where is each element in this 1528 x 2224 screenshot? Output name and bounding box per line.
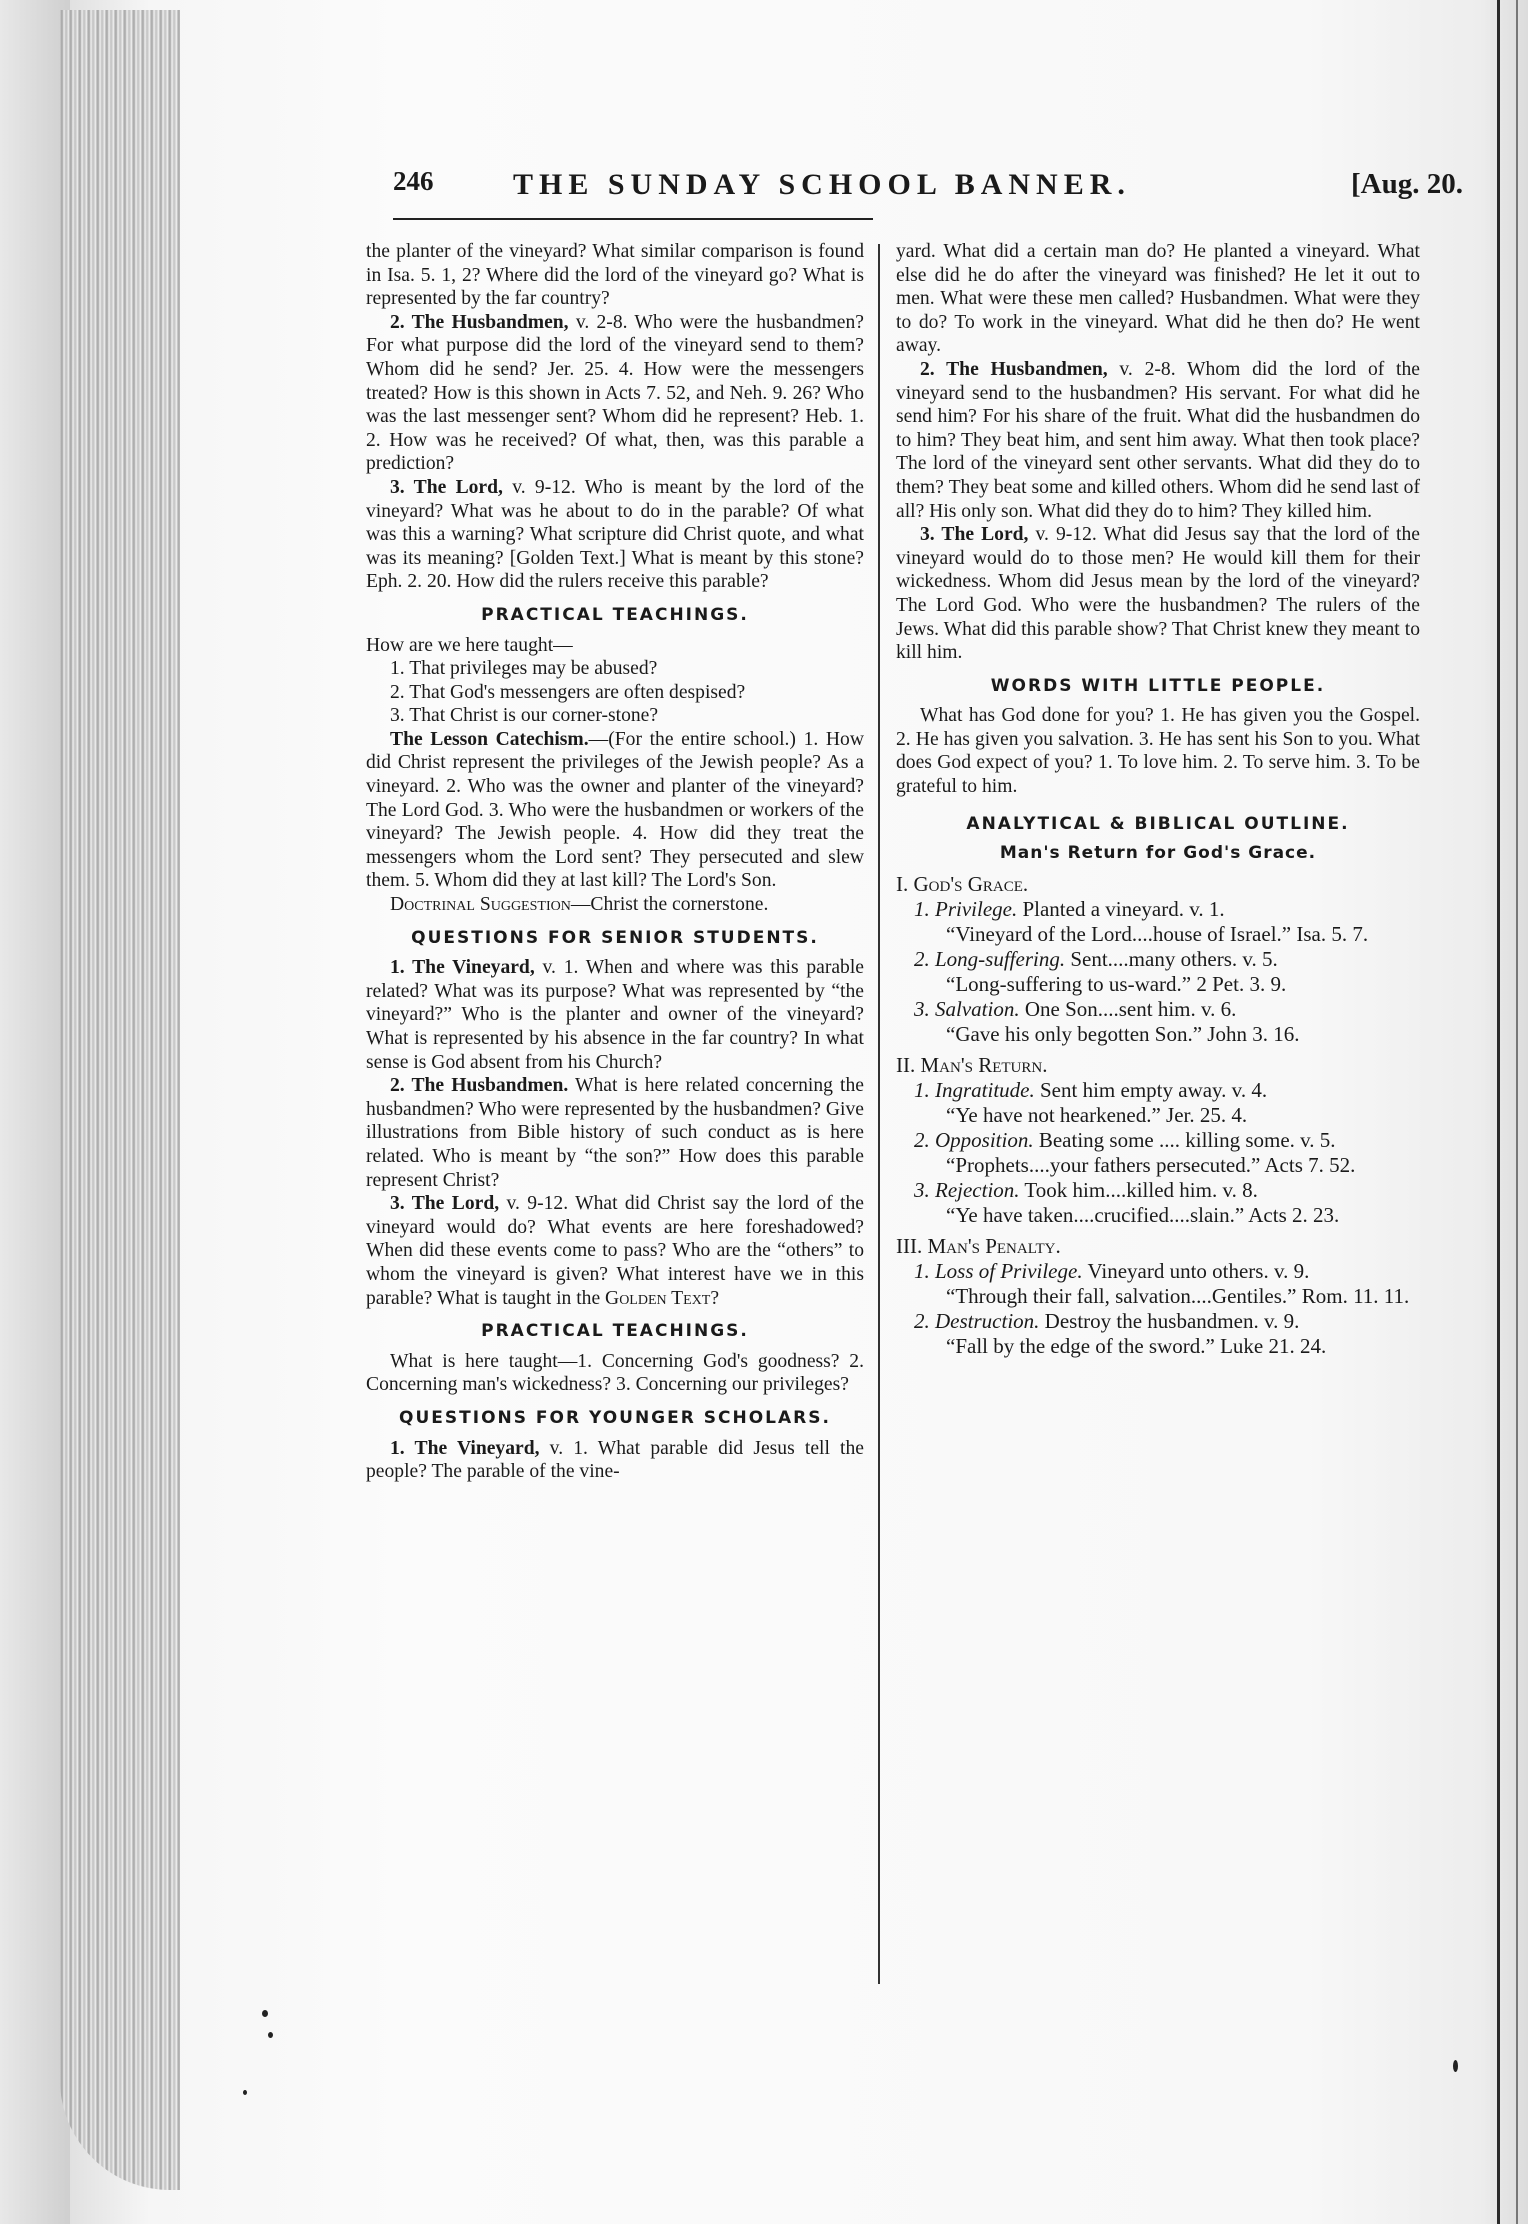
running-title: THE SUNDAY SCHOOL BANNER.	[513, 168, 1131, 201]
outline-II-title: II. Man's Return.	[896, 1052, 1048, 1077]
younger-heading: QUESTIONS FOR YOUNGER SCHOLARS.	[399, 1407, 831, 1428]
issue-date: [Aug. 20.	[1351, 168, 1463, 200]
left-q2-body: v. 2-8. Who were the husbandmen? For what purpose did the lord of the vineyard send to them? Whom did he send? Jer. 25. 4. How were the messengers treated? How is this shown in Acts 7. 52, and Neh. 9. 26? Who was the last messenger sent? Whom did he represent? Heb. 1. 2. How was he received? Of what, then, was this parable a prediction?	[366, 311, 864, 475]
younger-q1-body: v. 1. What parable did Jesus tell the people? The parable of the vine-	[366, 1437, 864, 1483]
outline-II-1	[896, 1078, 1420, 1103]
practical-heading: PRACTICAL TEACHINGS.	[481, 604, 749, 625]
right-q3	[896, 523, 1420, 665]
left-q3-body: v. 9-12. Who is meant by the lord of the vineyard? What was he about to do in the parable? Of what was this a warning? What scripture did Christ quote, and what was its meaning? [Golden Text.] What is meant by this stone? Eph. 2. 20. How did the rulers receive this parable?	[366, 476, 864, 593]
outline	[896, 872, 1420, 1359]
outline-I-title: I. God's Grace.	[896, 871, 1029, 896]
outline-II-3-label: 3. Rejection.	[914, 1177, 1020, 1202]
right-q2-body: v. 2-8. Whom did the lord of the vineyard send to the husbandmen? His servant. For what did he send him? For his share of the fruit. What did the husbandmen do to him? They beat him, and sent him away. What then took place? The lord of the vineyard sent other servants. What did they do to them? They beat some and killed others. Whom did he send last of all? His only son. What did they do to him? They killed him.	[896, 358, 1420, 522]
outline-I-2-label: 2. Long-suffering.	[914, 946, 1066, 971]
senior-q2-body: What is here related concerning the husbandmen? Who were represented by the husbandmen? Give illustrations from Bible history of such conduct as is here related. Who is meant by “the son?” How does this parable represent Christ?	[366, 1075, 864, 1191]
outline-I-2-quote: “Long-suffering to us-ward.” 2 Pet. 3. 9.	[946, 971, 1287, 996]
outline-III-1	[896, 1259, 1420, 1284]
outline-I-1-quote: “Vineyard of the Lord....house of Israel.” Isa. 5. 7.	[946, 921, 1369, 946]
senior-q1-body: v. 1. When and where was this parable related? What was its purpose? What was represented by “the vineyard?” Who is the planter and owner of the vineyard? What is represented by his absence in the far country? In what sense is God absent from his Church?	[366, 957, 864, 1073]
right-q3-head: 3. The Lord,	[920, 524, 1029, 546]
left-q2-head: 2. The Husbandmen,	[390, 311, 569, 333]
outline-II-3	[896, 1178, 1420, 1203]
outline-I-2-text: Sent....many others. v. 5.	[1065, 946, 1278, 971]
outline-III-title: III. Man's Penalty.	[896, 1233, 1061, 1258]
outline-III-2-text: Destroy the husbandmen. v. 9.	[1039, 1308, 1300, 1333]
outline-heading: ANALYTICAL & BIBLICAL OUTLINE.	[966, 813, 1350, 834]
outline-I-1-label: 1. Privilege.	[914, 896, 1018, 921]
left-column	[366, 240, 864, 1484]
outline-III-2-label: 2. Destruction.	[914, 1308, 1040, 1333]
outline-I-3-quote: “Gave his only begotten Son.” John 3. 16.	[946, 1021, 1300, 1046]
younger-q1-head: 1. The Vineyard,	[390, 1437, 540, 1459]
page-edges	[60, 10, 180, 2190]
outline-III-1-label: 1. Loss of Privilege.	[914, 1258, 1083, 1283]
right-edge-line	[1497, 0, 1500, 2224]
page-header	[393, 160, 1463, 220]
right-intro: yard. What did a certain man do? He planted a vineyard. What else did he do after the vineyard was finished? He let it out to men. What were these men called? Husbandmen. What were they to do? To work in the vineyard. What did he then do? He went away.	[896, 241, 1420, 357]
right-q3-body: v. 9-12. What did Jesus say that the lord of the vineyard would do to those men? He would kill them for their wickedness. Whom did Jesus mean by the lord of the vineyard? The Lord God. Who were the husbandmen? The rulers of the Jews. What did this parable show? That Christ knew they meant to kill him.	[896, 524, 1420, 664]
senior-heading: QUESTIONS FOR SENIOR STUDENTS.	[411, 927, 819, 948]
outline-II-2	[896, 1128, 1420, 1153]
left-q3-head: 3. The Lord,	[390, 476, 503, 498]
outline-I-3-text: One Son....sent him. v. 6.	[1019, 996, 1237, 1021]
practical-intro: How are we here taught—	[366, 634, 573, 656]
outline-II-2-quote: “Prophets....your fathers persecuted.” Acts 7. 52.	[946, 1152, 1356, 1177]
right-q2	[896, 358, 1420, 523]
outline-I-3-label: 3. Salvation.	[914, 996, 1020, 1021]
doctrinal-body: —Christ the cornerstone.	[570, 894, 769, 916]
ink-speck	[243, 2090, 247, 2095]
outline-II-1-label: 1. Ingratitude.	[914, 1077, 1035, 1102]
left-q2	[366, 311, 864, 476]
practical-item-3: 3. That Christ is our corner-stone?	[390, 705, 659, 727]
younger-q1	[366, 1437, 864, 1484]
outline-III-1-quote: “Through their fall, salvation....Gentiles.” Rom. 11. 11.	[946, 1283, 1410, 1308]
outline-II-2-label: 2. Opposition.	[914, 1127, 1034, 1152]
senior-q3-body: v. 9-12. What did Christ say the lord of the vineyard would do? What events are here foreshadowed? When did these events come to pass? Who are the “others” to whom the vineyard is given? What interest have we in this parable? What is taught in the	[366, 1193, 864, 1309]
outline-III-1-text: Vineyard unto others. v. 9.	[1082, 1258, 1310, 1283]
page-number: 246	[393, 166, 434, 196]
outline-subheading: Man's Return for God's Grace.	[999, 843, 1317, 864]
right-q2-head: 2. The Husbandmen,	[920, 358, 1108, 380]
outline-II-1-quote: “Ye have not hearkened.” Jer. 25. 4.	[946, 1102, 1248, 1127]
outline-III-2-quote: “Fall by the edge of the sword.” Luke 21. 24.	[946, 1333, 1327, 1358]
practical-item-1: 1. That privileges may be abused?	[390, 658, 658, 680]
little-people-body: What has God done for you? 1. He has given you the Gospel. 2. He has given you salvation. 3. He has sent his Son to you. What does God expect of you? 1. To love him. 2. To serve him. 3. To be grateful to him.	[896, 705, 1420, 798]
senior-q3	[366, 1192, 864, 1310]
outline-II-1-text: Sent him empty away. v. 4.	[1034, 1077, 1268, 1102]
practical2-body: What is here taught—1. Concerning God's goodness? 2. Concerning man's wickedness? 3. Concerning our privileges?	[366, 1350, 864, 1396]
ink-speck	[1453, 2060, 1458, 2072]
ink-speck	[268, 2032, 273, 2038]
senior-q2-head: 2. The Husbandmen.	[390, 1075, 569, 1097]
practical-item-2: 2. That God's messengers are often despised?	[390, 681, 746, 703]
catechism-head: The Lesson Catechism.	[390, 728, 589, 750]
senior-q3-golden: Golden Text?	[605, 1287, 720, 1309]
header-rule	[393, 218, 873, 220]
practical2-heading: PRACTICAL TEACHINGS.	[481, 1321, 749, 1342]
column-divider	[878, 244, 880, 1984]
doctrinal-suggestion	[366, 893, 864, 917]
doctrinal-label: Doctrinal Suggestion	[390, 894, 571, 916]
senior-q2	[366, 1074, 864, 1192]
outline-I-1	[896, 897, 1420, 922]
senior-q3-head: 3. The Lord,	[390, 1193, 500, 1215]
right-edge-line-2	[1516, 0, 1518, 2224]
outline-I-1-text: Planted a vineyard. v. 1.	[1017, 896, 1225, 921]
outline-I-2	[896, 947, 1420, 972]
outline-II-3-quote: “Ye have taken....crucified....slain.” Acts 2. 23.	[946, 1202, 1340, 1227]
catechism	[366, 728, 864, 893]
outline-II-2-text: Beating some .... killing some. v. 5.	[1033, 1127, 1336, 1152]
left-q3	[366, 476, 864, 594]
left-intro: the planter of the vineyard? What similar comparison is found in Isa. 5. 1, 2? Where did the lord of the vineyard go? What is represented by the far country?	[366, 241, 864, 310]
ink-speck	[262, 2010, 268, 2017]
outline-III-2	[896, 1309, 1420, 1334]
senior-q1-head: 1. The Vineyard,	[390, 957, 535, 979]
outline-II-3-text: Took him....killed him. v. 8.	[1019, 1177, 1258, 1202]
little-people-heading: WORDS WITH LITTLE PEOPLE.	[990, 675, 1326, 696]
senior-q1	[366, 956, 864, 1074]
right-column	[896, 240, 1420, 1359]
catechism-body: —(For the entire school.) 1. How did Christ represent the privileges of the Jewish people? As a vineyard. 2. Who was the owner and planter of the vineyard? The Lord God. 3. Who were the husbandmen or workers of the vineyard? The Jewish people. 4. How did they treat the messengers whom the Lord sent? They persecuted and slew them. 5. Whom did they at last kill? The Lord's Son.	[366, 728, 864, 892]
outline-I-3	[896, 997, 1420, 1022]
